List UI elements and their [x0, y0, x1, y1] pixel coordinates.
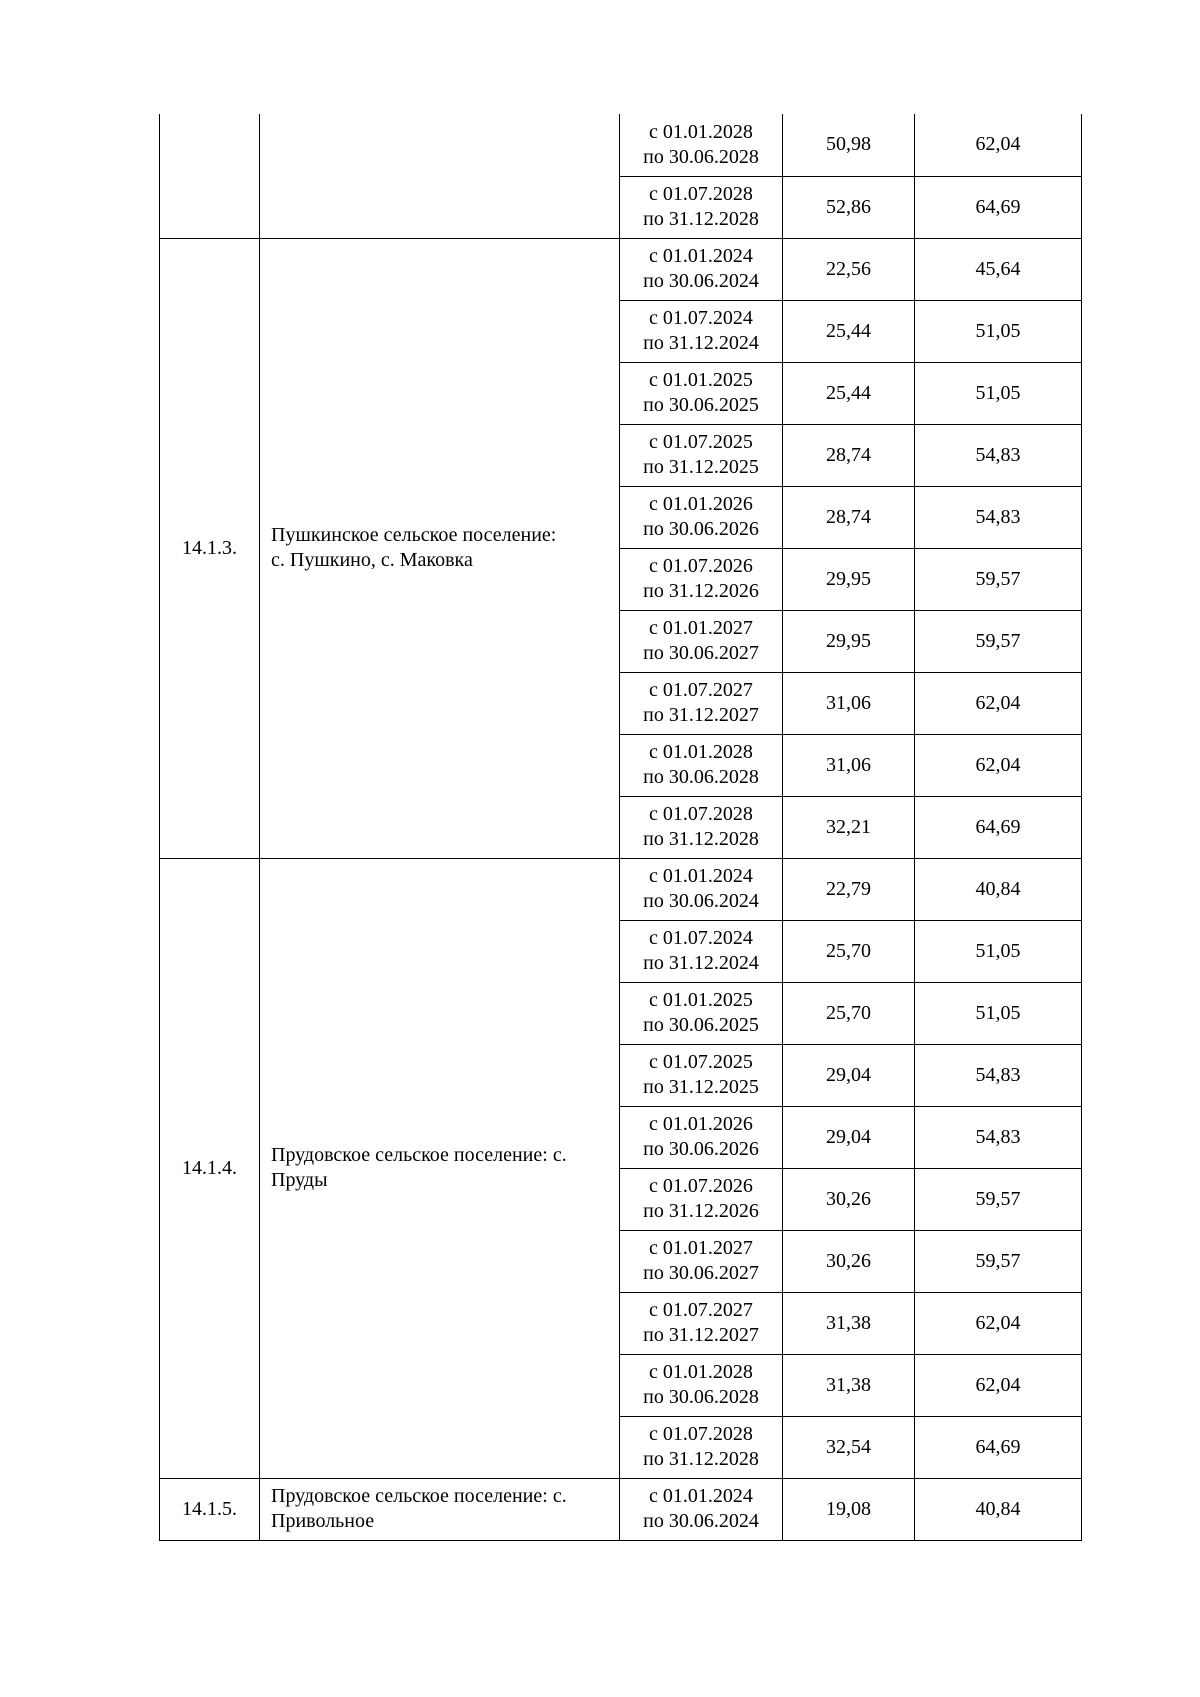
- tariff-value-2-cell: 45,64: [915, 238, 1082, 300]
- tariff-value-2-cell: 51,05: [915, 920, 1082, 982]
- tariff-value-1-cell: 22,79: [783, 858, 915, 920]
- period-cell: [620, 1416, 783, 1478]
- period-start: с 01.01.2024: [649, 865, 753, 887]
- tariff-value-2-cell: 59,57: [915, 610, 1082, 672]
- period-cell: [620, 1478, 783, 1540]
- tariff-value-2-cell: 62,04: [915, 1292, 1082, 1354]
- tariff-value-2-cell: 59,57: [915, 548, 1082, 610]
- tariff-value-1-cell: 32,54: [783, 1416, 915, 1478]
- period-end: по 30.06.2028: [643, 1386, 759, 1408]
- period-end: по 31.12.2027: [643, 1324, 759, 1346]
- settlement-cell: [260, 238, 620, 858]
- period-start: с 01.07.2024: [649, 307, 753, 329]
- period-start: с 01.01.2027: [649, 617, 753, 639]
- tariff-value-1-cell: 31,06: [783, 734, 915, 796]
- period-cell: [620, 920, 783, 982]
- period-cell: [620, 1292, 783, 1354]
- period-start: с 01.01.2028: [649, 120, 753, 143]
- period-start: с 01.01.2026: [649, 493, 753, 515]
- period-cell: [620, 114, 783, 176]
- item-number-cell: 14.1.5.: [160, 1478, 260, 1540]
- tariff-value-2-cell: 54,83: [915, 1044, 1082, 1106]
- tariff-value-1-cell: 25,44: [783, 300, 915, 362]
- period-end: по 30.06.2025: [643, 1014, 759, 1036]
- period-end: по 30.06.2024: [643, 1510, 759, 1532]
- tariff-value-1-cell: 29,95: [783, 610, 915, 672]
- period-end: по 30.06.2028: [643, 145, 759, 168]
- tariff-value-1-cell: 31,06: [783, 672, 915, 734]
- period-start: с 01.07.2024: [649, 927, 753, 949]
- period-end: по 30.06.2025: [643, 394, 759, 416]
- period-cell: [620, 734, 783, 796]
- period-start: с 01.07.2027: [649, 1299, 753, 1321]
- settlement-name-line: Пушкинское сельское поселение:: [271, 524, 557, 546]
- tariff-value-1-cell: 29,04: [783, 1044, 915, 1106]
- period-start: с 01.01.2025: [649, 989, 753, 1011]
- period-cell: [620, 362, 783, 424]
- settlement-name-line: Прудовское сельское поселение: с.: [271, 1144, 567, 1166]
- tariff-value-1-cell: 32,21: [783, 796, 915, 858]
- period-start: с 01.01.2028: [649, 741, 753, 763]
- settlement-cell: [260, 858, 620, 1478]
- table-row: [160, 238, 1082, 300]
- period-start: с 01.07.2028: [649, 803, 753, 825]
- tariff-value-2-cell: 40,84: [915, 1478, 1082, 1540]
- period-cell: [620, 1354, 783, 1416]
- period-end: по 30.06.2026: [643, 518, 759, 540]
- table-row: [160, 858, 1082, 920]
- tariff-value-1-cell: 25,70: [783, 982, 915, 1044]
- tariff-value-1-cell: 25,44: [783, 362, 915, 424]
- period-start: с 01.01.2027: [649, 1237, 753, 1259]
- tariff-value-2-cell: 62,04: [915, 734, 1082, 796]
- settlement-name-line: с. Пушкино, с. Маковка: [271, 549, 473, 571]
- tariff-table: [159, 114, 1082, 1541]
- period-cell: [620, 796, 783, 858]
- period-cell: [620, 982, 783, 1044]
- tariff-table-body: [160, 114, 1082, 1540]
- period-end: по 31.12.2026: [643, 1200, 759, 1222]
- tariff-value-2-cell: 62,04: [915, 672, 1082, 734]
- tariff-value-2-cell: 54,83: [915, 486, 1082, 548]
- period-end: по 30.06.2024: [643, 890, 759, 912]
- period-end: по 31.12.2024: [643, 332, 759, 354]
- tariff-value-1-cell: 25,70: [783, 920, 915, 982]
- period-end: по 31.12.2025: [643, 456, 759, 478]
- period-end: по 30.06.2027: [643, 1262, 759, 1284]
- period-cell: [620, 1044, 783, 1106]
- tariff-value-2-cell: 64,69: [915, 1416, 1082, 1478]
- period-end: по 30.06.2027: [643, 642, 759, 664]
- tariff-value-1-cell: 30,26: [783, 1230, 915, 1292]
- tariff-value-2-cell: 54,83: [915, 424, 1082, 486]
- tariff-value-1-cell: 28,74: [783, 424, 915, 486]
- tariff-value-2-cell: 51,05: [915, 362, 1082, 424]
- period-end: по 31.12.2024: [643, 952, 759, 974]
- tariff-value-2-cell: 64,69: [915, 796, 1082, 858]
- period-cell: [620, 548, 783, 610]
- period-end: по 30.06.2024: [643, 270, 759, 292]
- period-end: по 31.12.2028: [643, 828, 759, 850]
- period-start: с 01.07.2028: [649, 183, 753, 205]
- settlement-name-line: Прудовское сельское поселение: с.: [271, 1485, 567, 1507]
- settlement-cell: [260, 1478, 620, 1540]
- period-cell: [620, 176, 783, 238]
- tariff-value-1-cell: 22,56: [783, 238, 915, 300]
- tariff-value-1-cell: 52,86: [783, 176, 915, 238]
- tariff-value-2-cell: 64,69: [915, 176, 1082, 238]
- tariff-value-2-cell: 62,04: [915, 1354, 1082, 1416]
- period-cell: [620, 672, 783, 734]
- period-cell: [620, 424, 783, 486]
- period-end: по 30.06.2026: [643, 1138, 759, 1160]
- period-start: с 01.07.2026: [649, 555, 753, 577]
- period-cell: [620, 1168, 783, 1230]
- period-start: с 01.01.2024: [649, 1485, 753, 1507]
- period-start: с 01.07.2028: [649, 1423, 753, 1445]
- period-cell: [620, 300, 783, 362]
- tariff-value-1-cell: 28,74: [783, 486, 915, 548]
- period-start: с 01.07.2025: [649, 431, 753, 453]
- tariff-value-2-cell: 59,57: [915, 1230, 1082, 1292]
- period-cell: [620, 1230, 783, 1292]
- table-row: [160, 114, 1082, 176]
- item-number-cell: [160, 114, 260, 238]
- settlement-name-line: Привольное: [271, 1510, 375, 1532]
- tariff-value-2-cell: 40,84: [915, 858, 1082, 920]
- tariff-value-1-cell: 30,26: [783, 1168, 915, 1230]
- period-cell: [620, 858, 783, 920]
- settlement-name-line: Пруды: [271, 1169, 328, 1191]
- period-end: по 31.12.2027: [643, 704, 759, 726]
- tariff-value-1-cell: 29,04: [783, 1106, 915, 1168]
- period-cell: [620, 1106, 783, 1168]
- tariff-value-1-cell: 19,08: [783, 1478, 915, 1540]
- period-cell: [620, 486, 783, 548]
- tariff-value-2-cell: 54,83: [915, 1106, 1082, 1168]
- period-start: с 01.07.2025: [649, 1051, 753, 1073]
- period-cell: [620, 610, 783, 672]
- tariff-value-1-cell: 31,38: [783, 1354, 915, 1416]
- table-row: [160, 1478, 1082, 1540]
- period-start: с 01.01.2026: [649, 1113, 753, 1135]
- tariff-value-2-cell: 59,57: [915, 1168, 1082, 1230]
- period-cell: [620, 238, 783, 300]
- tariff-value-2-cell: 51,05: [915, 300, 1082, 362]
- period-end: по 31.12.2028: [643, 1448, 759, 1470]
- item-number-cell: 14.1.4.: [160, 858, 260, 1478]
- item-number-cell: 14.1.3.: [160, 238, 260, 858]
- period-end: по 30.06.2028: [643, 766, 759, 788]
- settlement-cell: [260, 114, 620, 238]
- period-start: с 01.01.2025: [649, 369, 753, 391]
- tariff-value-1-cell: 29,95: [783, 548, 915, 610]
- period-end: по 31.12.2028: [643, 208, 759, 230]
- period-start: с 01.01.2028: [649, 1361, 753, 1383]
- period-end: по 31.12.2026: [643, 580, 759, 602]
- tariff-value-2-cell: 51,05: [915, 982, 1082, 1044]
- period-start: с 01.01.2024: [649, 245, 753, 267]
- tariff-value-1-cell: 31,38: [783, 1292, 915, 1354]
- tariff-value-1-cell: 50,98: [783, 114, 915, 176]
- period-start: с 01.07.2026: [649, 1175, 753, 1197]
- period-end: по 31.12.2025: [643, 1076, 759, 1098]
- tariff-value-2-cell: 62,04: [915, 114, 1082, 176]
- period-start: с 01.07.2027: [649, 679, 753, 701]
